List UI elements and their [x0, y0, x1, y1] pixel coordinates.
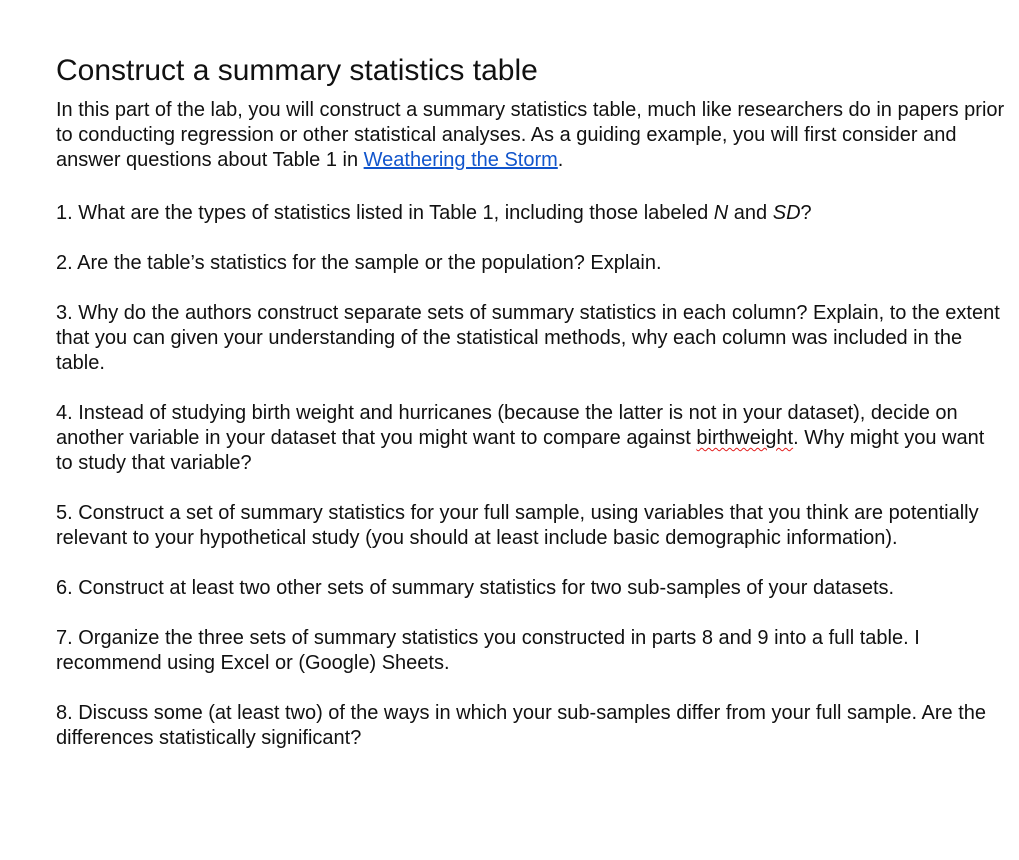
question-7: 7. Organize the three sets of summary statistics you constructed in parts 8 and 9 into a full table. I recommend using Excel or (Google) Sheets.: [56, 627, 920, 674]
question-1: [56, 201, 1006, 226]
question-4-end: . Why might you want to study that variable?: [56, 427, 985, 474]
intro-text: In this part of the lab, you will construct a summary statistics table, much like researchers do in papers prior to conducting regression or other statistical analyses. As a guiding example, you will first consider and answer questions about Table 1 in: [56, 99, 1005, 171]
question-1-end: ?: [800, 202, 812, 224]
question-1-and: and: [728, 202, 773, 224]
document-body: [56, 52, 1006, 776]
question-1-text: 1. What are the types of statistics listed in Table 1, including those labeled: [56, 202, 714, 224]
question-6: 6. Construct at least two other sets of summary statistics for two sub-samples of your datasets.: [56, 577, 895, 599]
weathering-the-storm-link[interactable]: Weathering the Storm: [363, 149, 558, 171]
n-label: N: [713, 202, 729, 224]
question-4-text: 4. Instead of studying birth weight and hurricanes (because the latter is not in your dataset), decide on another variable in your dataset that you might want to compare against: [56, 402, 958, 449]
question-4: [56, 401, 1006, 476]
question-3: 3. Why do the authors construct separate sets of summary statistics in each column? Explain, to the extent that you can given your understanding of the statistical methods, why each column was included in the table.: [56, 302, 1000, 374]
question-2: 2. Are the table’s statistics for the sample or the population? Explain.: [56, 252, 662, 274]
intro-end: .: [557, 149, 564, 171]
page-title: Construct a summary statistics table: [56, 54, 538, 87]
sd-label: SD: [772, 202, 801, 224]
question-8: 8. Discuss some (at least two) of the ways in which your sub-samples differ from your full sample. Are the differences statistically significant?: [56, 702, 986, 749]
spellcheck-flagged-word[interactable]: birthweight: [696, 427, 794, 449]
question-5: 5. Construct a set of summary statistics for your full sample, using variables that you think are potentially relevant to your hypothetical study (you should at least include basic demographic information).: [56, 502, 979, 549]
intro-paragraph: [56, 98, 1006, 173]
